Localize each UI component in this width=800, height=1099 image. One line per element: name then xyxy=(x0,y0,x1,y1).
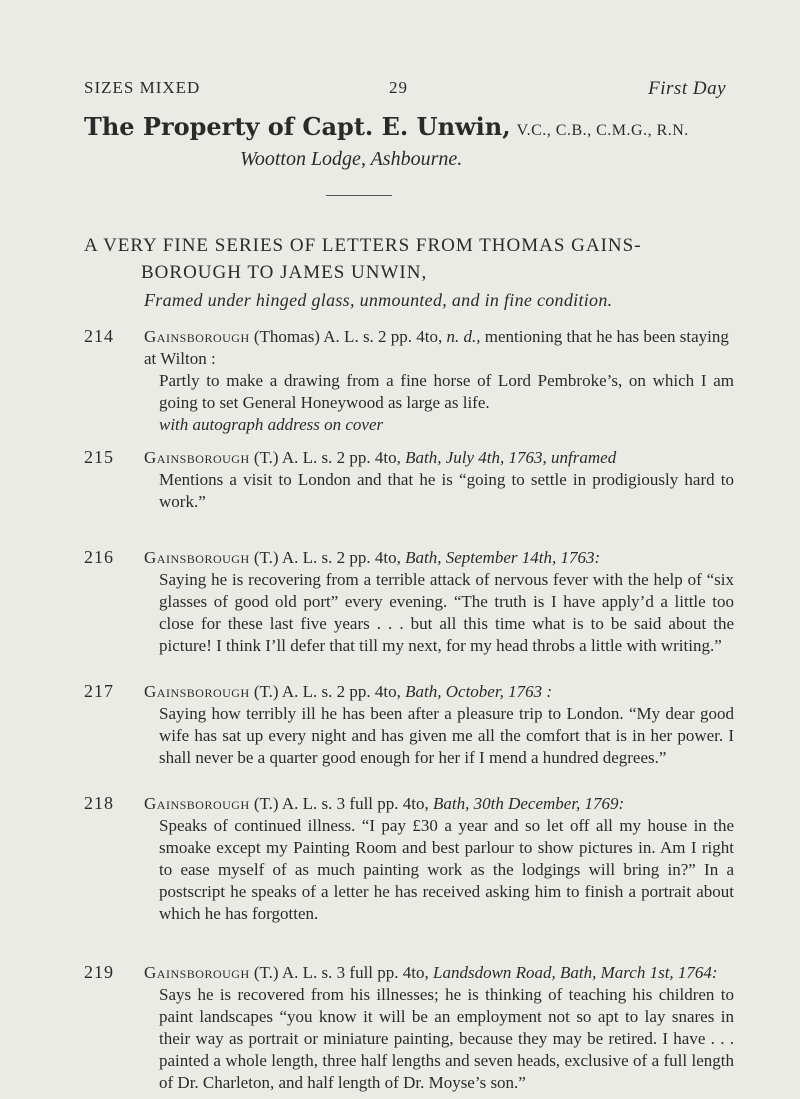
lot-number: 214 xyxy=(84,326,114,346)
lot-author: Gainsborough xyxy=(144,794,250,813)
series-subtitle: Framed under hinged glass, unmounted, and in fine condition. xyxy=(144,290,613,310)
lot-heading xyxy=(144,681,734,703)
lot-date: Bath, July 4th, 1763, xyxy=(405,448,547,467)
series-title-line-2: BOROUGH TO JAMES UNWIN, xyxy=(141,262,428,283)
lot-description: Mentions a visit to London and that he is “going to settle in prodigiously hard to work.” xyxy=(159,470,734,511)
lot-number: 215 xyxy=(84,447,114,467)
lot-heading xyxy=(144,962,734,984)
lot-author: Gainsborough xyxy=(144,548,250,567)
lot-description: Partly to make a drawing from a fine horse of Lord Pembroke’s, on which I am going to set General Honeywood as large as life. xyxy=(159,371,734,412)
lot-body xyxy=(144,447,734,513)
lot-description: Speaks of continued illness. “I pay £30 a year and so let off all my house in the smoake except my Painting Room and best parlour to show pictures in. Am I right to ease myself of as much painting work as the lodgings will bring in?” In a postscript he speaks of a letter he has received asking him to finish a portrait about which he has forgotten. xyxy=(159,816,734,923)
owner-heading xyxy=(84,112,724,142)
lot-format: (T.) A. L. s. 3 full pp. 4to, xyxy=(253,963,429,982)
lot-number: 218 xyxy=(84,793,114,813)
lot-date: n. d., xyxy=(446,327,481,346)
series-title xyxy=(84,232,724,286)
lot-heading xyxy=(144,326,734,370)
lot-author: Gainsborough xyxy=(144,327,250,346)
lot-entry xyxy=(84,793,734,925)
lot-entry xyxy=(84,681,734,769)
lot-format: (T.) A. L. s. 2 pp. 4to, xyxy=(253,682,401,701)
owner-name: The Property of Capt. E. Unwin, xyxy=(84,112,511,141)
lot-body xyxy=(144,962,734,1094)
lot-extra-note: with autograph address on cover xyxy=(159,415,384,434)
lot-number: 219 xyxy=(84,962,114,982)
lot-format: (T.) A. L. s. 3 full pp. 4to, xyxy=(253,794,429,813)
lot-heading xyxy=(144,547,734,569)
running-head-right: First Day xyxy=(648,78,726,99)
divider xyxy=(326,195,392,196)
lot-description: Saying he is recovering from a terrible attack of nervous fever with the help of “six glasses of good old port” every evening. “The truth is I have apply’d a little too close for these last five years . . . but all this time what is to be said about the picture! I think I’ll defer that till my next, for my head throbs a little with writing.” xyxy=(159,570,734,655)
running-head-left: SIZES MIXED xyxy=(84,78,201,97)
lot-body xyxy=(144,681,734,769)
lot-format: (T.) A. L. s. 2 pp. 4to, xyxy=(253,548,401,567)
lot-date: Landsdown Road, Bath, March 1st, 1764: xyxy=(433,963,718,982)
lot-author: Gainsborough xyxy=(144,682,250,701)
lot-entry xyxy=(84,447,734,513)
lot-format: (Thomas) A. L. s. 2 pp. 4to, xyxy=(253,327,443,346)
lot-description: Says he is recovered from his illnesses; he is thinking of teaching his children to paint landscapes “you know it will be an employment not so apt to lay snares in their way as portrait or miniature painting, because they may be retired. I have . . . painted a whole length, three half lengths and seven heads, exclusive of a full length of Dr. Charleton, and half length of Dr. Moyse’s son.” xyxy=(159,985,734,1092)
lot-body xyxy=(144,547,734,657)
lot-description: Saying how terribly ill he has been after a pleasure trip to London. “My dear good wife has sat up every night and has given me all the comfort that is in her power. I shall never be a quarter good enough for her if I mend a hundred degrees.” xyxy=(159,704,734,767)
lot-number: 217 xyxy=(84,681,114,701)
lot-date: Bath, October, 1763 : xyxy=(405,682,552,701)
lot-format: (T.) A. L. s. 2 pp. 4to, xyxy=(253,448,401,467)
lot-heading xyxy=(144,447,734,469)
lot-body xyxy=(144,326,734,436)
lot-author: Gainsborough xyxy=(144,963,250,982)
owner-decorations: V.C., C.B., C.M.G., R.N. xyxy=(516,122,689,139)
lot-author: Gainsborough xyxy=(144,448,250,467)
lot-entry xyxy=(84,547,734,657)
lot-date: Bath, 30th December, 1769: xyxy=(433,794,625,813)
lot-number: 216 xyxy=(84,547,114,567)
lot-extra-note: unframed xyxy=(551,448,617,467)
lot-heading-rest: mentioning that he has been staying at Wilton : xyxy=(144,327,729,368)
running-head xyxy=(84,78,726,104)
owner-address: Wootton Lodge, Ashbourne. xyxy=(240,148,463,170)
series-title-line-1: A VERY FINE SERIES OF LETTERS FROM THOMAS GAINS- xyxy=(84,235,642,256)
lot-heading xyxy=(144,793,734,815)
lot-entry xyxy=(84,326,734,436)
page-number: 29 xyxy=(389,78,408,97)
lot-entry xyxy=(84,962,734,1094)
lot-body xyxy=(144,793,734,925)
lot-date: Bath, September 14th, 1763: xyxy=(405,548,601,567)
